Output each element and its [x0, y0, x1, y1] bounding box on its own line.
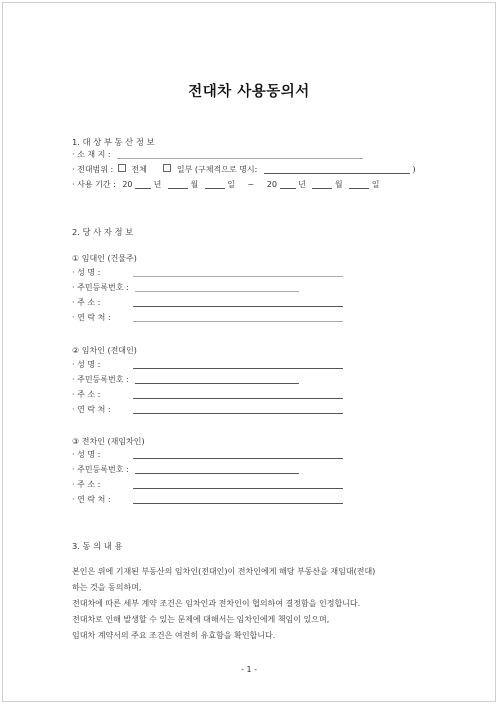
party2-name-label: · 성 명 :: [72, 360, 101, 369]
section-2-heading: 2. 당 사 자 정 보: [72, 227, 134, 237]
end-day-unit: 일: [371, 180, 380, 189]
location-label: · 소 재 지 :: [72, 150, 111, 159]
start-day-unit: 일: [227, 180, 235, 189]
party1-name-row: [72, 267, 343, 279]
scope-row: [72, 164, 416, 176]
party1-addr-label: · 주 소 :: [72, 298, 101, 307]
party1-name-label: · 성 명 :: [72, 268, 101, 277]
end-month-blank[interactable]: [312, 179, 332, 189]
party3-contact-blank[interactable]: [133, 494, 343, 504]
party1-name-blank[interactable]: [133, 267, 343, 277]
consent-para-line-4: 전대차로 인해 발생할 수 있는 문제에 대해서는 임차인에게 책임이 있으며,: [72, 615, 330, 624]
party2-addr-row: [72, 389, 343, 401]
party3-addr-row: [72, 479, 343, 491]
start-year-blank[interactable]: [135, 179, 151, 189]
start-day-blank[interactable]: [205, 179, 225, 189]
party1-addr-row: [72, 297, 343, 309]
end-month-unit: 월: [334, 180, 343, 189]
document-page: [2, 2, 496, 702]
party1-contact-row: [72, 312, 343, 324]
consent-para-line-2: 하는 것을 동의하며,: [72, 583, 142, 592]
party1-contact-label: · 연 락 처 :: [72, 313, 111, 322]
end-year-unit: 년: [298, 180, 306, 189]
period-tilde: ~: [247, 180, 255, 189]
checkbox-partial[interactable]: [163, 164, 171, 172]
party3-name-row: [72, 449, 343, 461]
party2-addr-blank[interactable]: [133, 389, 343, 399]
party2-contact-label: · 연 락 처 :: [72, 405, 111, 414]
start-month-unit: 월: [190, 180, 199, 189]
section-3-heading: 3. 동 의 내 용: [72, 541, 123, 551]
party2-id-label: · 주민등록번호 :: [72, 375, 129, 384]
checkbox-whole[interactable]: [118, 164, 126, 172]
consent-para-line-3: 전대차에 따른 세부 계약 조건은 임차인과 전차인이 협의하여 결정함을 인정합니다.: [72, 599, 361, 608]
scope-detail-blank[interactable]: [264, 164, 410, 174]
document-title: 전대차 사용동의서: [188, 84, 310, 100]
period-row: [72, 179, 379, 191]
party2-addr-label: · 주 소 :: [72, 390, 101, 399]
party1-contact-blank[interactable]: [133, 312, 343, 322]
scope-option-partial: 일부 (구체적으로 명시:: [176, 165, 258, 174]
end-year-prefix: 20: [266, 180, 277, 189]
period-label: · 사용 기간 :: [72, 180, 116, 189]
party1-id-label: · 주민등록번호 :: [72, 283, 129, 292]
party3-id-row: [72, 464, 299, 476]
consent-para-line-5: 임대차 계약서의 주요 조건은 여전히 유효함을 확인합니다.: [72, 631, 276, 640]
end-day-blank[interactable]: [349, 179, 369, 189]
party1-title: ① 임대인 (건물주): [72, 254, 137, 263]
party3-name-label: · 성 명 :: [72, 450, 101, 459]
party3-contact-row: [72, 494, 343, 506]
party1-id-blank[interactable]: [135, 282, 299, 292]
party2-name-row: [72, 359, 343, 371]
party1-addr-blank[interactable]: [133, 297, 343, 307]
party2-id-row: [72, 374, 299, 386]
party3-id-blank[interactable]: [135, 464, 299, 474]
party2-title: ② 임차인 (전대인): [72, 346, 137, 355]
end-year-blank[interactable]: [280, 179, 296, 189]
section-1-heading: 1. 대 상 부 동 산 정 보: [72, 137, 155, 147]
page-number: - 1 -: [241, 665, 257, 674]
party3-title: ③ 전차인 (재임차인): [72, 437, 145, 446]
start-year-unit: 년: [153, 180, 162, 189]
party2-id-blank[interactable]: [135, 374, 299, 384]
party2-contact-row: [72, 404, 343, 416]
location-blank[interactable]: [117, 149, 363, 159]
party3-contact-label: · 연 락 처 :: [72, 495, 111, 504]
party2-name-blank[interactable]: [133, 359, 343, 369]
scope-close-paren: ): [412, 165, 416, 174]
party3-addr-blank[interactable]: [133, 479, 343, 489]
party3-addr-label: · 주 소 :: [72, 480, 101, 489]
party2-contact-blank[interactable]: [133, 404, 343, 414]
scope-label: · 전대범위 :: [72, 165, 114, 174]
party3-id-label: · 주민등록번호 :: [72, 465, 129, 474]
scope-option-whole: 전체: [131, 165, 147, 174]
consent-para-line-1: 본인은 위에 기재된 부동산의 임차인(전대인)이 전차인에게 해당 부동산을 재임대(전대): [72, 567, 376, 576]
start-month-blank[interactable]: [168, 179, 188, 189]
party3-name-blank[interactable]: [133, 449, 343, 459]
start-year-prefix: 20: [122, 180, 133, 189]
party1-id-row: [72, 282, 299, 294]
location-row: [72, 149, 363, 161]
